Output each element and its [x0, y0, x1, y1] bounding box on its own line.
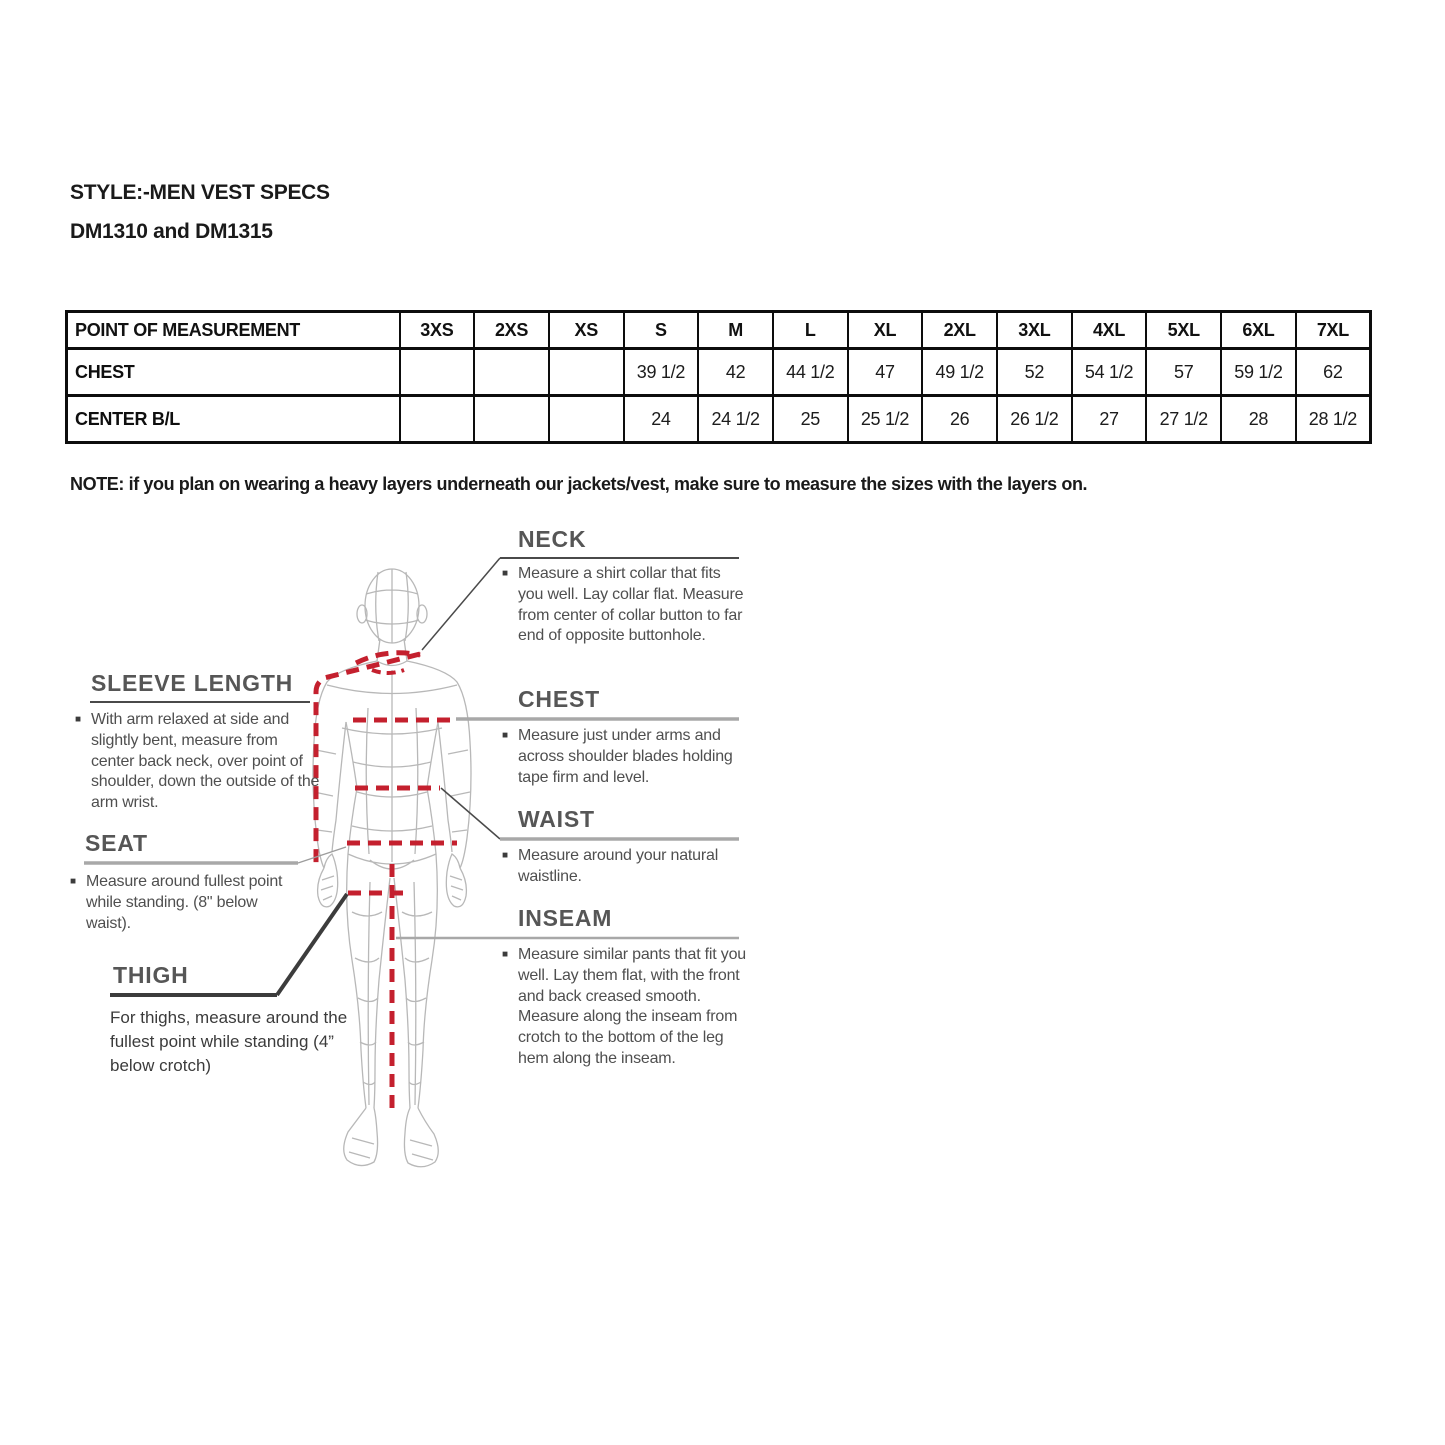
measurement-cell: 57 [1146, 349, 1221, 396]
measurement-cell: 42 [698, 349, 773, 396]
measurement-cell: 52 [997, 349, 1072, 396]
measurement-cell: 26 [922, 396, 997, 443]
col-header-size: 5XL [1146, 312, 1221, 349]
inseam-label: INSEAM [518, 905, 613, 931]
sleeve-length-label: SLEEVE LENGTH [91, 670, 294, 696]
measurement-cell: 25 [773, 396, 848, 443]
table-row [67, 349, 1371, 396]
size-chart-container [65, 310, 1372, 444]
bullet-icon: ■ [502, 850, 508, 861]
style-title: STYLE:-MEN VEST SPECS [70, 181, 330, 204]
bullet-icon: ■ [75, 714, 81, 725]
col-header-size: 6XL [1221, 312, 1296, 349]
measurement-cell: 27 [1072, 396, 1147, 443]
measurement-cell [400, 349, 475, 396]
measurement-cell: 54 1/2 [1072, 349, 1147, 396]
measurement-cell: 24 1/2 [698, 396, 773, 443]
measurement-cell: 25 1/2 [848, 396, 923, 443]
bullet-icon: ■ [502, 949, 508, 960]
chest-label: CHEST [518, 686, 600, 712]
col-header-size: 3XS [400, 312, 475, 349]
measurement-cell: 39 1/2 [624, 349, 699, 396]
waist-label: WAIST [518, 806, 595, 832]
neck-connector [422, 558, 500, 650]
waist-desc: ■ Measure around your natural waistline. [502, 847, 719, 885]
bullet-icon: ■ [502, 730, 508, 741]
measurement-diagram [70, 520, 775, 1200]
col-header-size: 3XL [997, 312, 1072, 349]
thigh-desc: For thighs, measure around the fullest point while standing (4” below crotch) [110, 1008, 348, 1076]
inseam-desc: ■ Measure similar pants that fit you well. Lay them flat, with the front and back creased smooth. Measure along the inseam from crotch to the bottom of the leg hem along the inseam. [502, 946, 746, 1067]
col-header-size: XL [848, 312, 923, 349]
col-header-point-of-measurement: POINT OF MEASUREMENT [67, 312, 400, 349]
col-header-size: S [624, 312, 699, 349]
measurement-cell: 47 [848, 349, 923, 396]
col-header-size: 2XL [922, 312, 997, 349]
bullet-icon: ■ [502, 568, 508, 579]
thigh-label: THIGH [113, 962, 189, 988]
col-header-size: XS [549, 312, 624, 349]
measurement-cell: 24 [624, 396, 699, 443]
seat-label: SEAT [85, 830, 148, 856]
measurement-cell: 49 1/2 [922, 349, 997, 396]
table-row [67, 396, 1371, 443]
measurement-cell [549, 396, 624, 443]
sleeve-length-desc: ■ With arm relaxed at side and slightly bent, measure from center back neck, over point of shoulder, down the outside of the arm wrist. [75, 711, 320, 812]
measurement-cell: 28 1/2 [1296, 396, 1371, 443]
measurement-cell: 27 1/2 [1146, 396, 1221, 443]
size-chart-table [65, 310, 1372, 444]
measurement-cell [549, 349, 624, 396]
col-header-size: 2XS [474, 312, 549, 349]
chest-desc: ■ Measure just under arms and across shoulder blades holding tape firm and level. [502, 727, 733, 786]
model-numbers: DM1310 and DM1315 [70, 220, 273, 243]
measurement-cell: 62 [1296, 349, 1371, 396]
measurement-cell: 59 1/2 [1221, 349, 1296, 396]
col-header-size: 4XL [1072, 312, 1147, 349]
measurement-cell [474, 349, 549, 396]
measurement-cell [400, 396, 475, 443]
bullet-icon: ■ [70, 876, 76, 887]
col-header-size: L [773, 312, 848, 349]
measurement-cell: 26 1/2 [997, 396, 1072, 443]
measurement-cell: 28 [1221, 396, 1296, 443]
neck-label: NECK [518, 526, 587, 552]
neck-desc: ■ Measure a shirt collar that fits you well. Lay collar flat. Measure from center of collar button to far end of opposite buttonhole. [502, 565, 744, 645]
measurement-cell: 44 1/2 [773, 349, 848, 396]
measurement-cell [474, 396, 549, 443]
row-label: CHEST [67, 349, 400, 396]
note-text: NOTE: if you plan on wearing a heavy layers underneath our jackets/vest, make sure to measure the sizes with the layers on. [70, 474, 1088, 494]
col-header-size: M [698, 312, 773, 349]
row-label: CENTER B/L [67, 396, 400, 443]
col-header-size: 7XL [1296, 312, 1371, 349]
seat-connector [298, 847, 346, 863]
seat-desc: ■ Measure around fullest point while standing. (8" below waist). [70, 873, 283, 932]
